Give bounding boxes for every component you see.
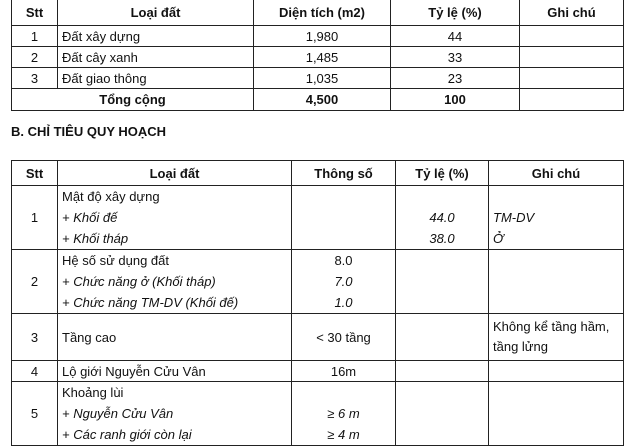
row-sub-item: + Khối tháp: [62, 231, 129, 246]
row-ratio: [396, 250, 489, 314]
header-land-type: Loại đất: [58, 0, 254, 26]
table-row: [12, 382, 624, 446]
parameter-value: 7.0: [334, 274, 353, 289]
row-note: [489, 186, 624, 250]
header-ratio: Tỷ lệ (%): [391, 0, 520, 26]
row-stt: 2: [12, 47, 58, 68]
row-note: [489, 250, 624, 314]
row-area: 1,485: [254, 47, 391, 68]
header-note: Ghi chú: [520, 0, 624, 26]
row-stt: 2: [12, 250, 58, 314]
table-row: [12, 47, 624, 68]
header-land-type: Loại đất: [58, 161, 292, 186]
header-ratio: Tỷ lệ (%): [396, 161, 489, 186]
row-area: 1,980: [254, 26, 391, 47]
header-stt: Stt: [12, 0, 58, 26]
row-ratio: [396, 186, 489, 250]
header-stt: Stt: [12, 161, 58, 186]
total-area: 4,500: [254, 89, 391, 111]
row-note: [520, 68, 624, 89]
row-note: [520, 47, 624, 68]
row-ratio: [396, 382, 489, 446]
row-parameter: [292, 250, 396, 314]
row-note: [520, 26, 624, 47]
row-ratio: 23: [391, 68, 520, 89]
header-note: Ghi chú: [489, 161, 624, 186]
ratio-value: 38.0: [429, 231, 455, 246]
row-land-type: Đất giao thông: [58, 68, 254, 89]
row-land-type: [58, 186, 292, 250]
row-stt: 1: [12, 186, 58, 250]
row-sub-item: + Các ranh giới còn lại: [62, 427, 192, 442]
row-land-type: Đất cây xanh: [58, 47, 254, 68]
parameter-value: 8.0: [334, 253, 353, 268]
row-note: [489, 361, 624, 382]
row-note: Không kể tầng hầm, tầng lửng: [489, 314, 624, 361]
table-row: [12, 68, 624, 89]
table-row: [12, 361, 624, 382]
table-row: [12, 186, 624, 250]
row-note: [489, 382, 624, 446]
row-parameter: 16m: [292, 361, 396, 382]
section-title: B. CHỈ TIÊU QUY HOẠCH: [11, 124, 167, 139]
note-value: Ở: [493, 231, 504, 246]
row-land-type: Đất xây dựng: [58, 26, 254, 47]
table-row: [12, 26, 624, 47]
row-title: Mật độ xây dựng: [62, 189, 160, 204]
row-sub-item: + Chức năng TM-DV (Khối đế): [62, 295, 239, 310]
table-row: [12, 250, 624, 314]
row-parameter: [292, 382, 396, 446]
total-ratio: 100: [391, 89, 520, 111]
row-ratio: 44: [391, 26, 520, 47]
ratio-value: 44.0: [429, 210, 455, 225]
row-land-type: Lộ giới Nguyễn Cửu Vân: [58, 361, 292, 382]
row-sub-item: + Nguyễn Cửu Vân: [62, 406, 174, 421]
parameter-value: ≥ 6 m: [327, 406, 360, 421]
table-header-row: [12, 161, 624, 186]
planning-criteria-table: [11, 160, 624, 446]
row-title: Khoảng lùi: [62, 385, 124, 400]
table-row: [12, 314, 624, 361]
parameter-value: ≥ 4 m: [327, 427, 360, 442]
parameter-value: 1.0: [334, 295, 353, 310]
row-land-type: [58, 382, 292, 446]
table-header-row: [12, 0, 624, 26]
total-label: Tổng cộng: [12, 89, 254, 111]
row-ratio: [396, 314, 489, 361]
row-stt: 5: [12, 382, 58, 446]
row-stt: 4: [12, 361, 58, 382]
header-parameter: Thông số: [292, 161, 396, 186]
row-land-type: Tầng cao: [58, 314, 292, 361]
row-area: 1,035: [254, 68, 391, 89]
row-ratio: 33: [391, 47, 520, 68]
row-land-type: [58, 250, 292, 314]
total-note: [520, 89, 624, 111]
row-title: Hệ số sử dụng đất: [62, 253, 169, 268]
row-stt: 1: [12, 26, 58, 47]
land-use-table: [11, 0, 624, 111]
row-parameter: [292, 186, 396, 250]
total-row: [12, 89, 624, 111]
row-stt: 3: [12, 68, 58, 89]
row-sub-item: + Khối đế: [62, 210, 118, 225]
row-stt: 3: [12, 314, 58, 361]
row-sub-item: + Chức năng ở (Khối tháp): [62, 274, 216, 289]
header-area: Diện tích (m2): [254, 0, 391, 26]
row-ratio: [396, 361, 489, 382]
row-parameter: < 30 tầng: [292, 314, 396, 361]
note-value: TM-DV: [493, 210, 535, 225]
